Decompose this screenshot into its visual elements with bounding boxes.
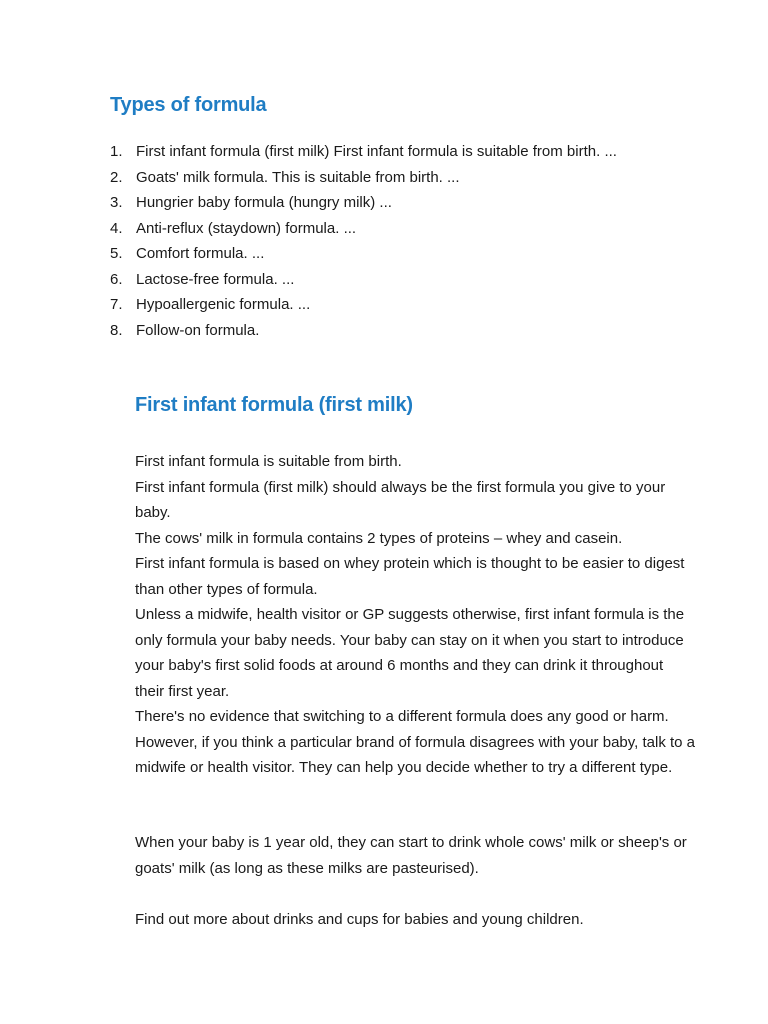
first-infant-formula-body <box>135 449 695 781</box>
list-item-number: 6. <box>110 270 123 288</box>
find-out-more-text: Find out more about drinks and cups for babies and young children. <box>135 911 584 928</box>
list-item-text: Follow-on formula. <box>136 321 260 339</box>
list-item <box>110 241 617 267</box>
body-paragraph: When your baby is 1 year old, they can start to drink whole cows' milk or sheep's or goats' milk (as long as these milks are pasteurised). <box>135 834 687 877</box>
list-item-number: 1. <box>110 143 123 160</box>
body-paragraph: The cows' milk in formula contains 2 types of proteins – whey and casein. <box>135 529 623 547</box>
list-item <box>110 165 617 191</box>
list-item-text: Comfort formula. ... <box>136 245 265 262</box>
list-item-text: Hypoallergenic formula. ... <box>136 296 311 313</box>
list-item-number: 4. <box>110 219 123 237</box>
body-paragraph: Unless a midwife, health visitor or GP suggests otherwise, first infant formula is the only formula your baby needs. Your baby can stay on it when you start to introduce your baby's first solid foods at around 6 months and they can drink it throughout their first year. <box>135 606 685 700</box>
list-item-text: Hungrier baby formula (hungry milk) ... <box>136 194 392 211</box>
whole-milk-note <box>135 830 695 881</box>
body-paragraph: First infant formula is based on whey protein which is thought to be easier to digest than other types of formula. <box>135 555 685 598</box>
body-paragraph: First infant formula (first milk) should always be the first formula you give to your baby. <box>135 478 666 521</box>
list-item-text: Lactose-free formula. ... <box>136 270 295 288</box>
list-item-text: Anti-reflux (staydown) formula. ... <box>136 219 357 237</box>
list-item <box>110 267 617 293</box>
list-item-text: First infant formula (first milk) First infant formula is suitable from birth. ... <box>136 143 617 160</box>
list-item <box>110 139 617 165</box>
formula-types-list <box>110 139 617 343</box>
body-paragraph: There's no evidence that switching to a different formula does any good or harm. However, if you think a particular brand of formula disagrees with your baby, talk to a midwife or health visitor. They can help you decide whether to try a different type. <box>135 708 696 776</box>
first-infant-formula-heading: First infant formula (first milk) <box>135 394 413 416</box>
list-item-number: 7. <box>110 296 123 313</box>
list-item <box>110 216 617 242</box>
list-item-number: 5. <box>110 245 123 262</box>
list-item <box>110 318 617 344</box>
find-out-more <box>135 907 695 933</box>
list-item-number: 8. <box>110 321 123 339</box>
list-item <box>110 190 617 216</box>
list-item-number: 3. <box>110 194 123 211</box>
types-of-formula-heading: Types of formula <box>110 94 267 116</box>
list-item-number: 2. <box>110 168 123 186</box>
list-item-text: Goats' milk formula. This is suitable from birth. ... <box>136 168 460 186</box>
list-item <box>110 292 617 318</box>
body-paragraph: First infant formula is suitable from birth. <box>135 453 402 470</box>
